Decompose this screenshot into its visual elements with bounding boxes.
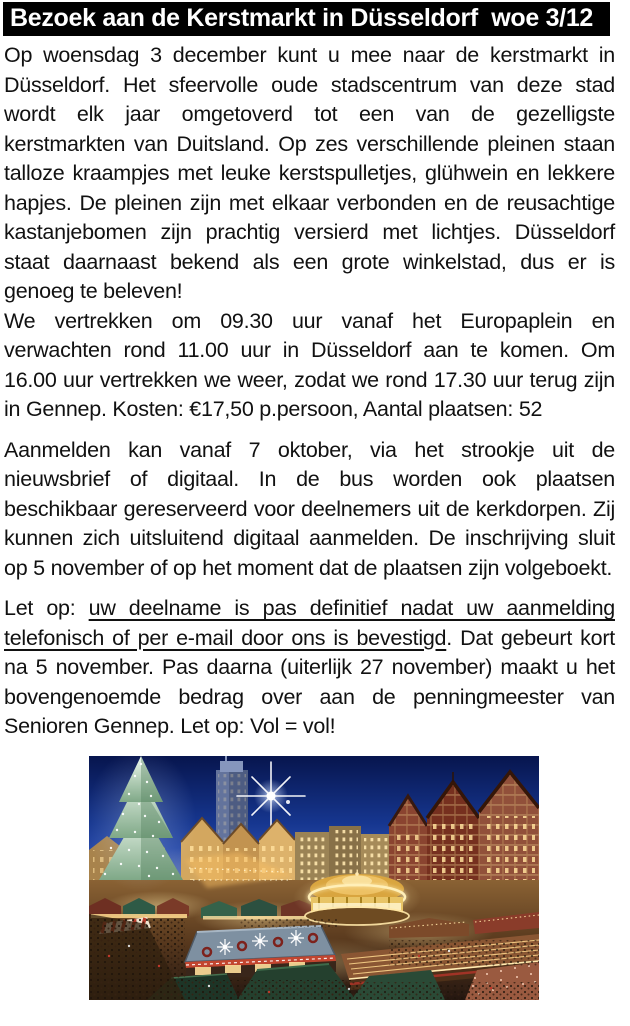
paragraph-schedule: We vertrekken om 09.30 uur vanaf het Europaplein en verwachten rond 11.00 uur in Düsseldorf aan te komen. Om 16.00 uur vertrekken we weer, zodat we rond 17.30 uur terug zijn in Gennep. Kosten: €17,50 p.persoon, Aantal plaatsen: 52 — [4, 308, 615, 421]
page-title: Bezoek aan de Kerstmarkt in Düsseldorf woe 3/12 — [3, 2, 610, 36]
article-body — [0, 36, 630, 1000]
christmas-market-photo-art — [89, 756, 539, 1000]
newsletter-page — [0, 2, 630, 1026]
carousel — [293, 872, 421, 926]
paragraph-let-op: Let op: uw deelname is pas definitief nadat uw aanmelding telefonisch of per e-mail door ons is bevestigd. Dat gebeurt kort na 5 november. Pas daarna (uiterlijk 27 november) maakt u het bovengenoemde bedrag over aan de penningmeester van Senioren Gennep. Let op: Vol = vol! — [4, 596, 615, 738]
paragraph-aanmelden: Aanmelden kan vanaf 7 oktober, via het strookje uit de nieuwsbrief of digitaal. In de bus worden ook plaatsen beschikbaar gereserveerd voor deelnemers uit de kerkdorpen. Zij kunnen zich uitsluitend digitaal aanmelden. De inschrijving sluit op 5 november of op het moment dat de plaatsen zijn volgeboekt. — [4, 437, 615, 580]
christmas-market-photo — [89, 756, 539, 1000]
paragraph-intro: Op woensdag 3 december kunt u mee naar de kerstmarkt in Düsseldorf. Het sfeervolle oude stadscentrum van deze stad wordt elk jaar omgetoverd tot een van de gezelligste kerstmarkten van Duitsland. Op zes verschillende pleinen staan talloze kraampjes met leuke kerstspulletjes, glühwein en lekkere hapjes. De pleinen zijn met elkaar verbonden en de reusachtige kastanjebomen zijn prachtig versierd met lichtjes. Düsseldorf staat daarnaast bekend als een grote winkelstad, dus er is genoeg te beleven! — [4, 43, 615, 303]
